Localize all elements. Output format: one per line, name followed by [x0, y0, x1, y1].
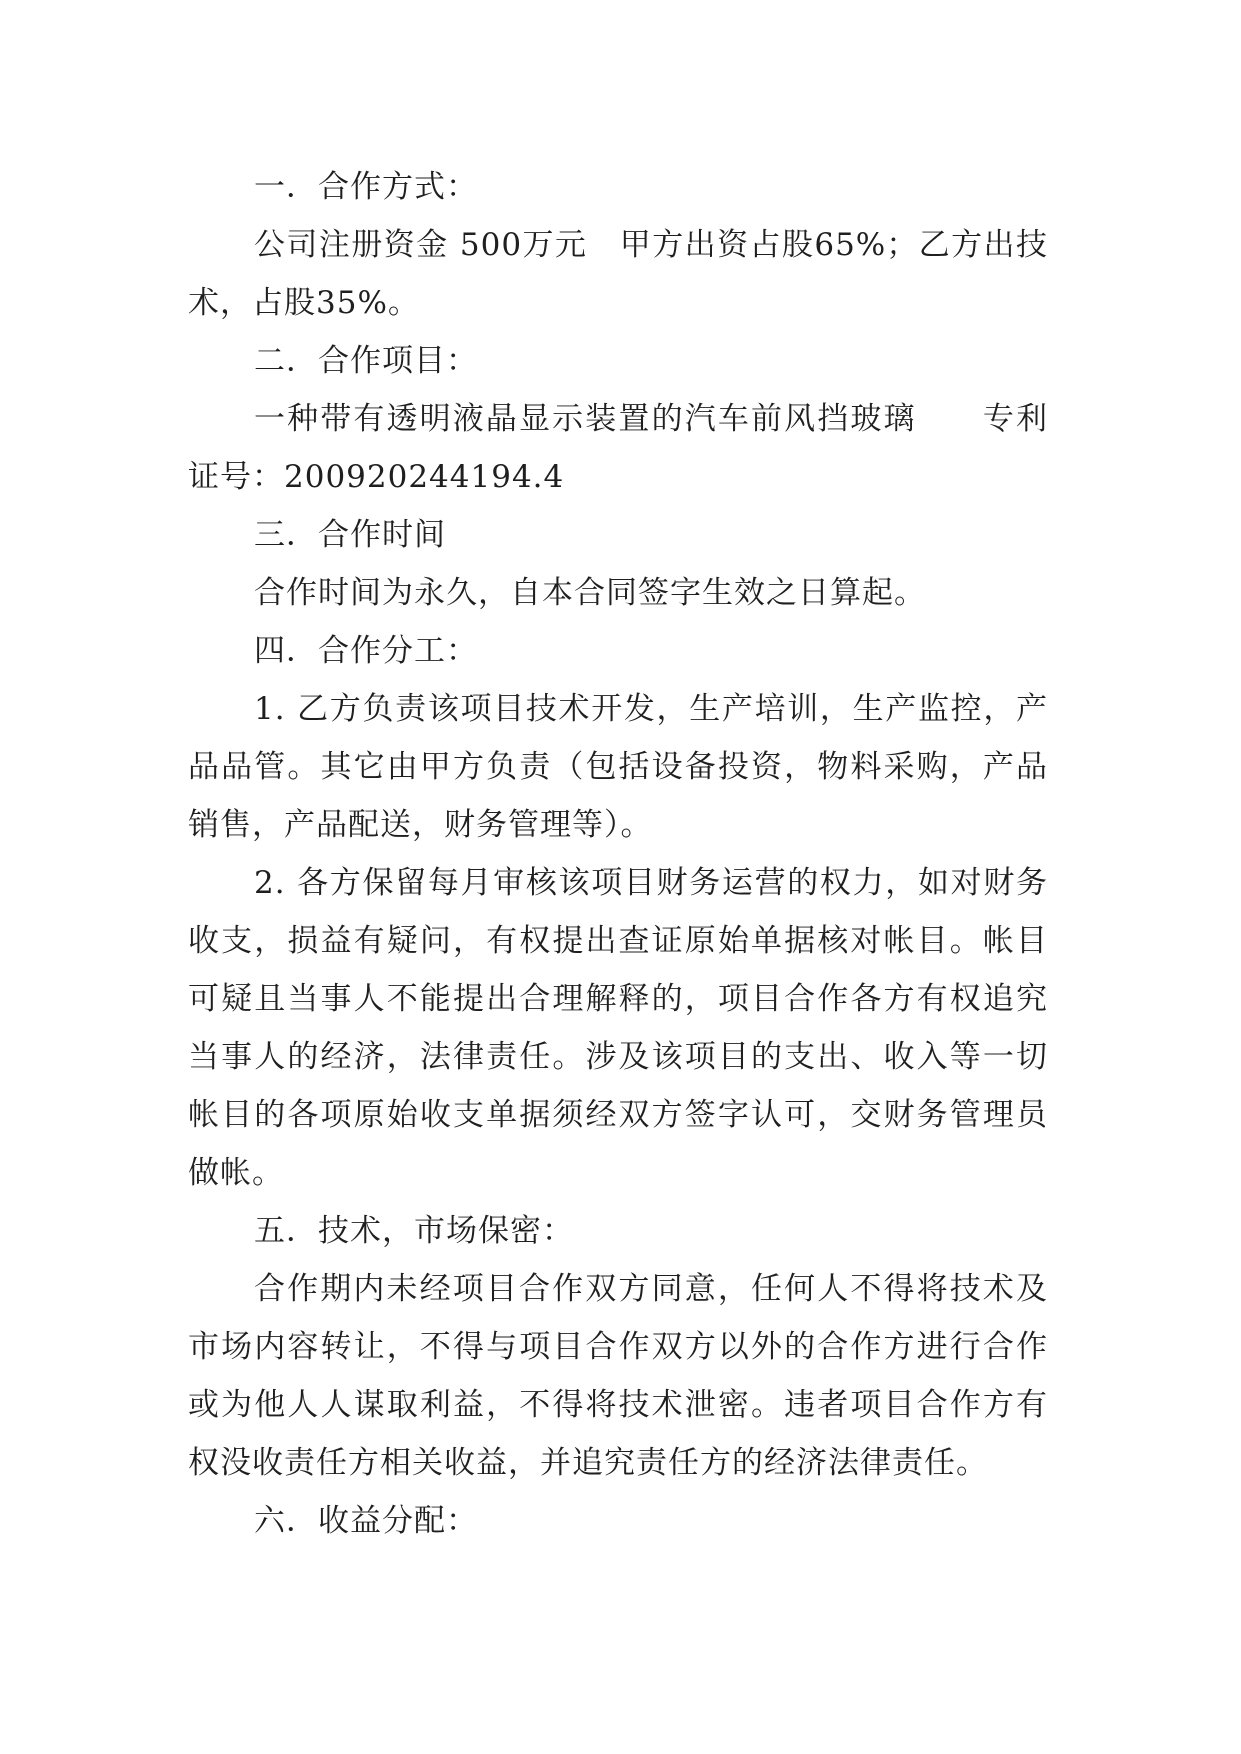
section-heading-division-of-work: 四．合作分工： [254, 633, 478, 669]
section-heading-confidentiality: 五．技术，市场保密： [254, 1213, 574, 1249]
section-heading-cooperation-method: 一．合作方式： [254, 169, 478, 205]
paragraph-capital-shares: 公司注册资金 500万元 甲方出资占股65%；乙方出技术，占股35%。 [188, 227, 1048, 321]
paragraph-division-item-2: 2. 各方保留每月审核该项目财务运营的权力，如对财务收支，损益有疑问，有权提出查证原始单据核对帐目。帐目可疑且当事人不能提出合理解释的，项目合作各方有权追究当事人的经济，法律责任。涉及该项目的支出、收入等一切帐目的各项原始收支单据须经双方签字认可，交财务管理员做帐。 [188, 865, 1048, 1191]
paragraph-patent: 一种带有透明液晶显示装置的汽车前风挡玻璃 专利证号：200920244194.4 [188, 401, 1048, 495]
section-heading-profit-distribution: 六．收益分配： [254, 1503, 478, 1539]
document-body [188, 158, 1048, 1550]
section-heading-cooperation-time: 三．合作时间 [254, 517, 446, 553]
paragraph-confidentiality: 合作期内未经项目合作双方同意，任何人不得将技术及市场内容转让，不得与项目合作双方以外的合作方进行合作或为他人人谋取利益，不得将技术泄密。违者项目合作方有权没收责任方相关收益，并追究责任方的经济法律责任。 [188, 1271, 1048, 1481]
section-heading-cooperation-project: 二．合作项目： [254, 343, 478, 379]
paragraph-division-item-1: 1. 乙方负责该项目技术开发，生产培训，生产监控，产品品管。其它由甲方负责（包括设备投资，物料采购，产品销售，产品配送，财务管理等）。 [188, 691, 1048, 843]
paragraph-cooperation-time: 合作时间为永久，自本合同签字生效之日算起。 [254, 575, 926, 611]
